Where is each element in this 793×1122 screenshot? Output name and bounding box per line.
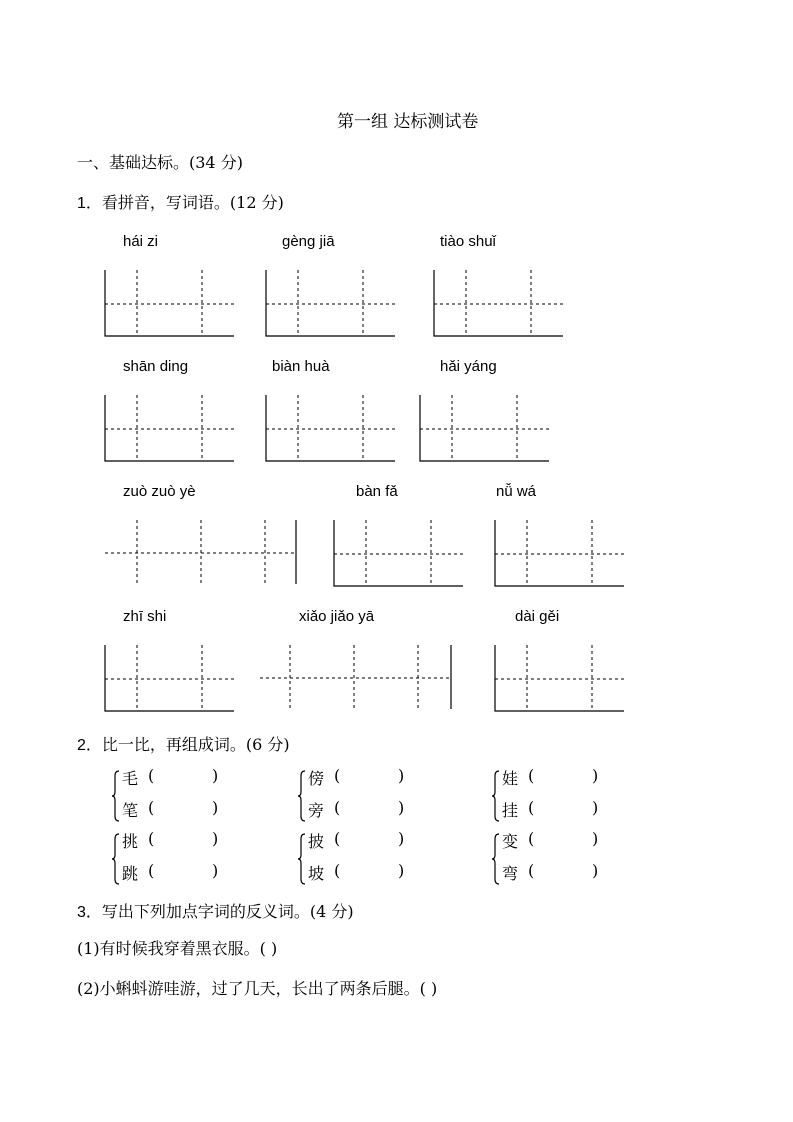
question-number: 1． (77, 195, 102, 212)
character: 变 (502, 832, 519, 851)
open-paren: ( (334, 766, 341, 785)
pinyin-label: biàn huà (272, 358, 330, 375)
pinyin-label: zhī shi (123, 608, 167, 625)
compare-pair (494, 829, 614, 889)
character: 挑 (122, 832, 139, 851)
writing-grid-3[interactable] (259, 645, 455, 713)
compare-pair (114, 829, 234, 889)
writing-grid[interactable] (494, 520, 626, 588)
close-paren: ) (398, 766, 405, 785)
character: 旁 (308, 801, 325, 820)
sentence-2: (2)小蝌蚪游哇游，过了几天，长出了两条后腿。( ) (77, 979, 438, 998)
pair-row (122, 861, 219, 884)
pinyin-label: shān ding (123, 358, 189, 375)
character: 娃 (502, 769, 519, 788)
pair-row (308, 829, 405, 852)
pair-row (308, 798, 405, 821)
close-paren: ) (592, 798, 599, 817)
character: 披 (308, 832, 325, 851)
brace-icon (492, 770, 500, 822)
character: 坡 (308, 864, 325, 883)
close-paren: ) (398, 798, 405, 817)
close-paren: ) (398, 861, 405, 880)
question-text: 比一比，再组成词。(6 分) (101, 735, 290, 754)
close-paren: ) (398, 829, 405, 848)
open-paren: ( (528, 766, 535, 785)
writing-grid[interactable] (433, 270, 565, 338)
compare-pair (494, 766, 614, 826)
open-paren: ( (334, 861, 341, 880)
close-paren: ) (212, 798, 219, 817)
question-1 (77, 190, 284, 213)
writing-grid[interactable] (104, 270, 236, 338)
pinyin-label: zuò zuò yè (123, 483, 196, 500)
open-paren: ( (528, 861, 535, 880)
close-paren: ) (592, 766, 599, 785)
question-number: 3． (77, 904, 102, 921)
question-3 (77, 899, 354, 922)
question-number: 2． (77, 737, 102, 754)
brace-icon (298, 833, 306, 885)
character: 笔 (122, 801, 139, 820)
character: 跳 (122, 864, 139, 883)
open-paren: ( (334, 798, 341, 817)
open-paren: ( (334, 829, 341, 848)
character: 傍 (308, 769, 325, 788)
writing-grid[interactable] (333, 520, 465, 588)
writing-grid[interactable] (104, 395, 236, 463)
open-paren: ( (528, 829, 535, 848)
pinyin-label: tiào shuǐ (440, 233, 496, 250)
close-paren: ) (592, 829, 599, 848)
character: 挂 (502, 801, 519, 820)
pair-row (308, 766, 405, 789)
pair-row (122, 829, 219, 852)
pair-row (308, 861, 405, 884)
sentence-1: (1)有时候我穿着黑衣服。( ) (77, 939, 278, 958)
writing-grid[interactable] (104, 645, 236, 713)
pinyin-label: nǚ wá (496, 483, 537, 500)
brace-icon (492, 833, 500, 885)
brace-icon (298, 770, 306, 822)
writing-grid[interactable] (494, 645, 626, 713)
question-2 (77, 732, 290, 755)
writing-grid[interactable] (265, 270, 397, 338)
pinyin-label: xiǎo jiǎo yā (299, 608, 375, 625)
open-paren: ( (148, 829, 155, 848)
pinyin-label: gèng jiā (282, 233, 335, 250)
question-text: 看拼音，写词语。(12 分) (101, 193, 284, 212)
writing-grid[interactable] (419, 395, 551, 463)
compare-pair (300, 766, 420, 826)
pair-row (502, 861, 599, 884)
writing-grid[interactable] (265, 395, 397, 463)
page-title: 第一组 达标测试卷 (337, 112, 479, 132)
close-paren: ) (212, 829, 219, 848)
pinyin-label: dài gěi (515, 608, 560, 625)
pair-row (502, 798, 599, 821)
pinyin-label: hái zi (123, 233, 159, 250)
pair-row (122, 798, 219, 821)
brace-icon (112, 770, 120, 822)
character: 弯 (502, 864, 519, 883)
open-paren: ( (528, 798, 535, 817)
pair-row (502, 829, 599, 852)
close-paren: ) (212, 766, 219, 785)
close-paren: ) (212, 861, 219, 880)
section-heading: 一、基础达标。(34 分) (77, 153, 243, 172)
pinyin-label: bàn fǎ (356, 483, 398, 500)
brace-icon (112, 833, 120, 885)
close-paren: ) (592, 861, 599, 880)
compare-pair (114, 766, 234, 826)
pair-row (122, 766, 219, 789)
writing-grid-4[interactable] (104, 520, 300, 588)
question-text: 写出下列加点字词的反义词。(4 分) (101, 902, 354, 921)
character: 毛 (122, 769, 139, 788)
pinyin-label: hǎi yáng (440, 358, 497, 375)
pair-row (502, 766, 599, 789)
open-paren: ( (148, 766, 155, 785)
open-paren: ( (148, 798, 155, 817)
open-paren: ( (148, 861, 155, 880)
compare-pair (300, 829, 420, 889)
